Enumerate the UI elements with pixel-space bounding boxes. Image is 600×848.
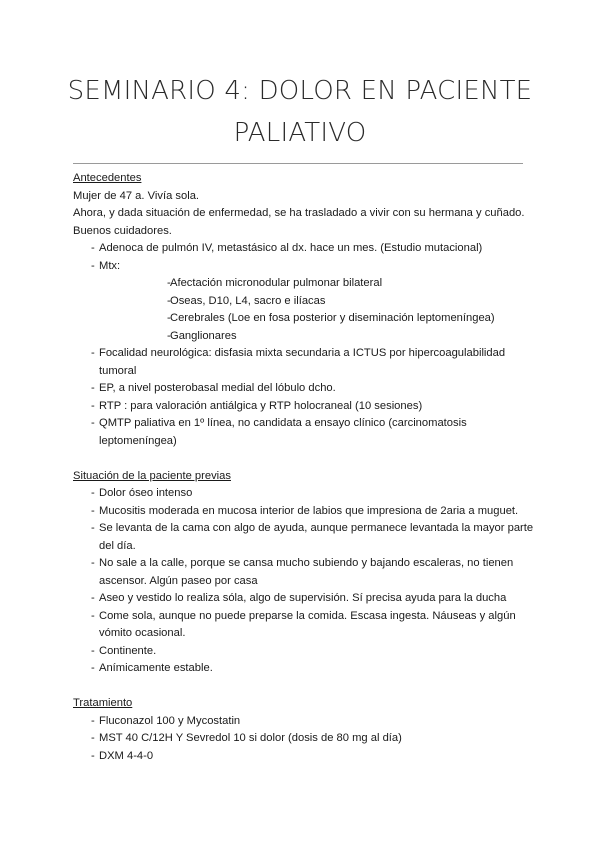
section-spacer <box>73 678 543 696</box>
section-tratamiento <box>73 695 543 765</box>
paragraph-line: Mujer de 47 a. Vivía sola. <box>73 189 200 202</box>
list-item: - No sale a la calle, porque se cansa mucho subiendo y bajando escaleras, no tienen ascensor. Algún paseo por casa <box>73 555 543 590</box>
list-item: - QMTP paliativa en 1º línea, no candidata a ensayo clínico (carcinomatosis leptomeníngea) <box>73 415 543 450</box>
list-item: - Se levanta de la cama con algo de ayuda, aunque permanece levantada la mayor parte del día. <box>73 520 543 555</box>
list-item: - RTP : para valoración antiálgica y RTP holocraneal (10 sesiones) <box>73 398 543 416</box>
sublist-item: - Cerebrales (Loe en fosa posterior y diseminación leptomeníngea) <box>99 310 543 328</box>
list-item: - Adenoca de pulmón IV, metastásico al dx. hace un mes. (Estudio mutacional) <box>73 240 543 258</box>
section-heading-situacion: Situación de la paciente previas <box>73 469 231 482</box>
situacion-list <box>73 485 543 678</box>
list-item-label: Mtx: <box>99 259 121 272</box>
mtx-sublist <box>99 275 543 345</box>
sublist-item: - Afectación micronodular pulmonar bilateral <box>99 275 543 293</box>
section-heading-tratamiento: Tratamiento <box>73 697 133 709</box>
list-item: - Fluconazol 100 y Mycostatin <box>73 713 543 731</box>
tratamiento-list <box>73 713 543 766</box>
list-item: - DXM 4-4-0 <box>73 748 543 766</box>
list-item: - Come sola, aunque no puede preparse la comida. Escasa ingesta. Náuseas y algún vómito ocasional. <box>73 608 543 643</box>
list-item: - Dolor óseo intenso <box>73 485 543 503</box>
paragraph-line: Ahora, y dada situación de enfermedad, se ha trasladado a vivir con su hermana y cuñado. Buenos cuidadores. <box>73 207 525 237</box>
section-spacer <box>73 450 543 468</box>
list-item: - MST 40 C/12H Y Sevredol 10 si dolor (dosis de 80 mg al día) <box>73 730 543 748</box>
sublist-item: - Ganglionares <box>99 328 543 346</box>
section-situacion <box>73 468 543 678</box>
document-body <box>73 170 543 765</box>
list-item: - Focalidad neurológica: disfasia mixta secundaria a ICTUS por hipercoagulabilidad tumoral <box>73 345 543 380</box>
title-divider <box>73 163 523 164</box>
list-item: - Aseo y vestido lo realiza sóla, algo de supervisión. Sí precisa ayuda para la ducha <box>73 590 543 608</box>
list-item: - Anímicamente estable. <box>73 660 543 678</box>
list-item: - Continente. <box>73 643 543 661</box>
document-title: SEMINARIO 4: DOLOR EN PACIENTE PALIATIVO <box>67 76 533 148</box>
section-antecedentes <box>73 170 543 450</box>
list-item-mtx <box>73 258 543 346</box>
antecedentes-list <box>73 240 543 450</box>
list-item: - EP, a nivel posterobasal medial del lóbulo dcho. <box>73 380 543 398</box>
sublist-item: - Oseas, D10, L4, sacro e ilíacas <box>99 293 543 311</box>
list-item: - Mucositis moderada en mucosa interior de labios que impresiona de 2aria a muguet. <box>73 503 543 521</box>
section-heading-antecedentes: Antecedentes <box>73 172 142 184</box>
